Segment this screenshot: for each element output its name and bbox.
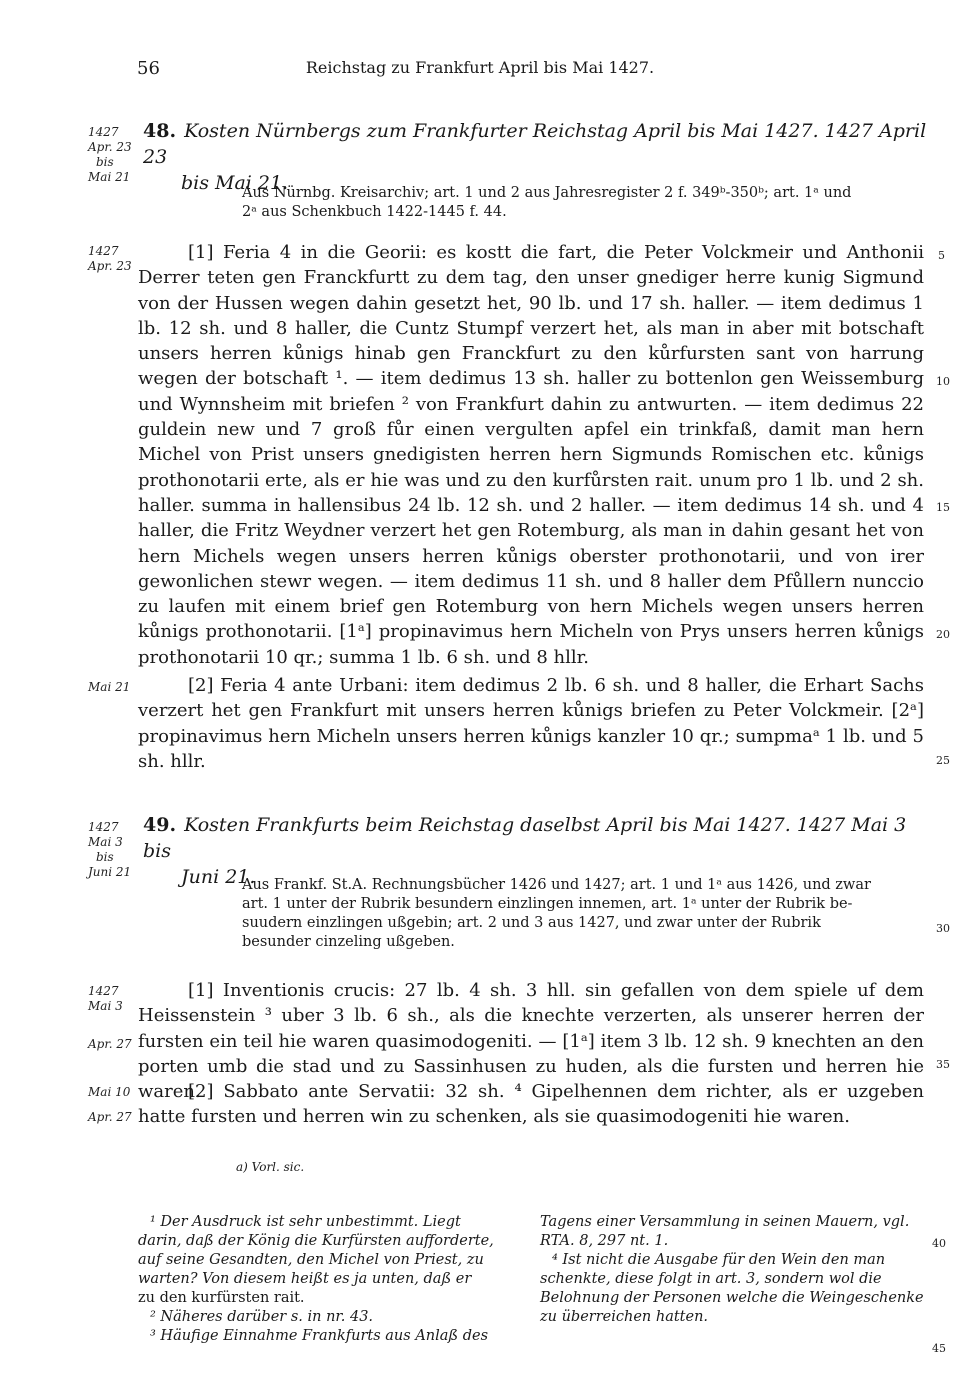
p2b-date-margin: Apr. 27 (88, 1110, 132, 1124)
footnote-line: schenkte, diese folgt in art. 3, sondern wol die (540, 1271, 882, 1287)
running-title: Reichstag zu Frankfurt April bis Mai 1427. (305, 58, 655, 77)
entry49-source (242, 876, 932, 952)
source-line: besunder cinzeling ußgeben. (242, 934, 455, 950)
entry49-date-margin (88, 820, 138, 880)
variant-note: a) Vorl. sic. (236, 1160, 305, 1174)
margin-line: 1427 (88, 984, 119, 998)
p2-date-margin: Mai 10 (88, 1085, 131, 1099)
footnote-line: ⁴ Ist nicht die Ausgabe für den Wein den man (552, 1252, 886, 1268)
page-number: 56 (137, 58, 160, 79)
entry-title-line: Kosten Nürnbergs zum Frankfurter Reichstag April bis Mai 1427. 1427 April 23 (143, 120, 927, 168)
footnote-line: warten? Von diesem heißt es ja unten, daß er (138, 1271, 472, 1287)
source-line: Aus Nürnbg. Kreisarchiv; art. 1 und 2 aus Jahresregister 2 f. 349ᵇ-350ᵇ; art. 1ᵃ und (242, 185, 852, 201)
margin-line: bis (96, 155, 114, 169)
margin-line: 1427 (88, 244, 119, 258)
line-number: 45 (932, 1342, 946, 1355)
entry-number: 49. (143, 814, 177, 836)
entry49-paragraph-1: [1] Inventionis crucis: 27 lb. 4 sh. 3 hll. sin gefallen von dem spiele uf dem Heissenstein ³ uber 3 lb. 6 sh., als die knechte verzerten, als unserer herren der fursten ein teil hie waren quasimodogeniti. — [1ᵃ] item 3 lb. 12 sh. 9 knechten an den porten umb die stad und zu Sassinhusen zu huden, als die fursten und herren hie waren. (138, 980, 924, 1103)
footnote-line: Belohnung der Personen welche die Weingeschenke (540, 1290, 924, 1306)
source-line: Aus Frankf. St.A. Rechnungsbücher 1426 und 1427; art. 1 und 1ᵃ aus 1426, und zwar (242, 877, 871, 893)
footnote-line: ³ Häufige Einnahme Frankfurts aus Anlaß des (150, 1328, 489, 1344)
margin-line: 1427 (88, 125, 119, 139)
entry-title-line: Juni 21. (181, 866, 256, 888)
entry-number: 48. (143, 120, 177, 142)
footnote-line: RTA. 8, 297 nt. 1. (540, 1233, 669, 1249)
entry48-date-margin (88, 125, 138, 185)
margin-line: Apr. 23 (88, 140, 132, 154)
page-header (0, 58, 960, 84)
footnotes-right-column (540, 1213, 925, 1327)
entry48-paragraph-2: [2] Feria 4 ante Urbani: item dedimus 2 lb. 6 sh. und 8 haller, die Erhart Sachs verzert het gen Frankfurt mit unsers herren kůnigs briefen zu Peter Volckmeir. [2ᵃ] propinavimus hern Micheln unsers herren kůnigs kanzler 10 qr.; sumpmaᵃ 1 lb. und 5 sh. hllr. (138, 675, 924, 772)
line-number: 30 (936, 922, 950, 935)
footnote-line: zu überreichen hatten. (540, 1309, 709, 1325)
line-number: 5 (938, 249, 945, 262)
footnote-line: ² Näheres darüber s. in nr. 43. (150, 1309, 374, 1325)
p2-date-margin: Mai 21 (88, 680, 131, 694)
entry-title-line: bis Mai 21. (181, 172, 289, 194)
p1-date-margin (88, 984, 138, 1014)
line-number: 15 (936, 501, 950, 514)
footnote-line: ¹ Der Ausdruck ist sehr unbestimmt. Liegt (150, 1214, 461, 1230)
p1b-date-margin: Apr. 27 (88, 1037, 132, 1051)
source-line: suudern einzlingen ußgebin; art. 2 und 3 aus 1427, und zwar unter der Rubrik (242, 915, 821, 931)
line-number: 40 (932, 1237, 946, 1250)
margin-line: Apr. 23 (88, 259, 132, 273)
entry48-source (242, 184, 932, 222)
margin-line: 1427 (88, 820, 119, 834)
footnotes-left-column (138, 1213, 523, 1346)
margin-line: Juni 21 (88, 865, 132, 879)
footnote-line: auf seine Gesandten, den Michel von Priest, zu (138, 1252, 484, 1268)
p1-date-margin (88, 244, 138, 274)
entry49-paragraph-2: [2] Sabbato ante Servatii: 32 sh. ⁴ Gipelhennen dem richter, als er uzgeben hatte fursten und herren win zu schenken, als sie quasimodogeniti hie waren. (138, 1081, 924, 1128)
footnote-line: darin, daß der König die Kurfürsten aufforderte, (138, 1233, 494, 1249)
footnote-line: Tagens einer Versammlung in seinen Mauern, vgl. (540, 1214, 910, 1230)
line-number: 35 (936, 1058, 950, 1071)
margin-line: bis (96, 850, 114, 864)
line-number: 25 (936, 754, 950, 767)
margin-line: Mai 3 (88, 835, 123, 849)
source-line: 2ᵃ aus Schenkbuch 1422-1445 f. 44. (242, 204, 507, 220)
entry48-paragraph-1: [1] Feria 4 in die Georii: es kostt die fart, die Peter Volckmeir und Anthonii Derrer teten gen Franckfurtt zu dem tag, den unser gnediger herre kunig Sigmund von der Hussen wegen dahin gesetzt het, 90 lb. und 17 sh. haller. — item dedimus 1 lb. 12 sh. und 8 haller, die Cuntz Stumpf verzert het, als man in aber mit botschaft unsers herren kůnigs hinab gen Franckfurt zu den kůrfursten sant von harrung wegen der botschaft ¹. — item dedimus 13 sh. haller zu bottenlon gen Weissemburg und Wynnsheim mit briefen ² von Frankfurt dahin zu antwurten. — item dedimus 22 guldein new und 7 groß fůr einen vergulten apfel ein trinkfaß, damit man hern Michel von Prist unsers gnedigisten herren hern Sigmunds Romischen etc. kůnigs prothonotarii erte, als er hie was und zu den kurfůrsten rait. unum pro 1 lb. und 2 sh. haller. summa in hallensibus 24 lb. 12 sh. und 2 haller. — item dedimus 14 sh. und 4 haller, die Fritz Weydner verzert het gen Rotemburg, als man in dahin gesant het von hern Michels wegen unsers herren kůnigs oberster prothonotarii, und von irer gewonlichen stewr wegen. — item dedimus 11 sh. und 8 haller dem Pfůllern nunccio zu laufen mit einem brief gen Rotemburg von hern Michels wegen unsers herren kůnigs prothonotarii. [1ᵃ] propinavimus hern Micheln von Prys unsers herren kůnigs prothonotarii 10 qr.; summa 1 lb. 6 sh. und 8 hllr. (138, 242, 924, 668)
source-line: art. 1 unter der Rubrik besundern einzlingen innemen, art. 1ᵃ unter der Rubrik be- (242, 896, 853, 912)
line-number: 10 (936, 375, 950, 388)
margin-line: Mai 3 (88, 999, 123, 1013)
entry-title-line: Kosten Frankfurts beim Reichstag daselbst April bis Mai 1427. 1427 Mai 3 bis (143, 814, 907, 862)
margin-line: Mai 21 (88, 170, 131, 184)
footnote-line: zu den kurfürsten rait. (138, 1290, 305, 1306)
line-number: 20 (936, 628, 950, 641)
